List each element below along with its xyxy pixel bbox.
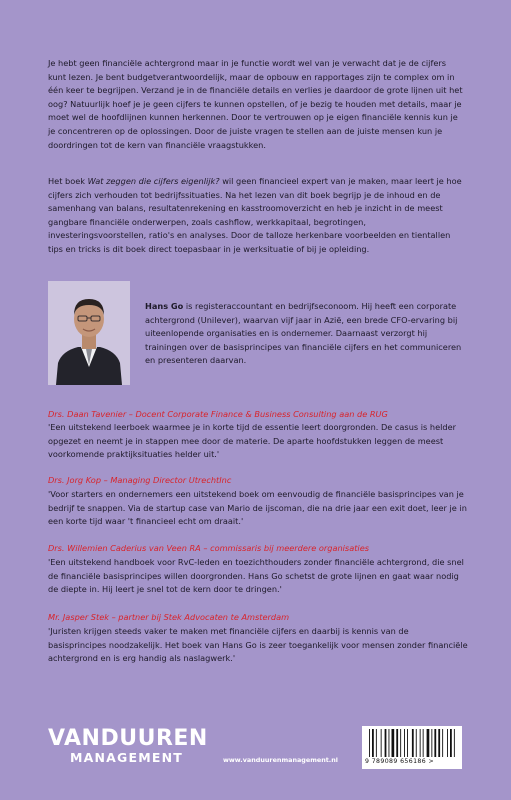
barcode-bar: [392, 729, 395, 757]
isbn-number: 9 789089 656186 >: [365, 758, 435, 765]
barcode-bar: [420, 729, 421, 757]
barcode-bar: [431, 729, 432, 757]
barcode-bar: [412, 729, 414, 757]
barcode-bar: [396, 729, 398, 757]
barcode-bar: [407, 729, 408, 757]
barcode-bar: [369, 729, 370, 757]
quote-text: 'Juristen krijgen steeds vaker te maken met financiële cijfers en daarbij is kennis van de basisprincipes noodzakelijk. Het boek van Hans Go is zeer toegankelijk voor mensen zonder financiële achtergrond en is erg handig als naslagwerk.': [48, 626, 468, 664]
barcode-bar: [454, 729, 455, 757]
barcode-bar: [400, 729, 401, 757]
barcode-bar: [389, 729, 390, 757]
barcode-bar: [416, 729, 417, 757]
description-rest: wil geen financieel expert van je maken, maar leert je hoe cijfers zich verhouden tot bedrijfssituaties. Na het lezen van dit boek begrijp je de inhoud en de samenhang van balans, resultatenrekening en kasstroomoverzicht en heb je inzicht in de meest gangbare financiële onderwerpen, zoals cashflow, werkkapitaal, begrotingen, investeringsvoorstellen, ratio's en analyses. Door de talloze herkenbare voorbeelden en tientallen tips en tricks is dit boek direct toepasbaar in je werksituatie of bij je opleiding.: [48, 176, 462, 254]
description-prefix: Het boek: [48, 176, 88, 186]
barcode-bar: [381, 729, 382, 757]
barcode-bar: [423, 729, 424, 757]
quote-author: Mr. Jasper Stek – partner bij Stek Advocaten te Amsterdam: [48, 612, 290, 622]
author-name: Hans Go: [145, 301, 184, 311]
barcode-bars-icon: [367, 729, 457, 757]
book-title-inline: Wat zeggen die cijfers eigenlijk?: [87, 176, 220, 186]
publisher-logo: [48, 727, 208, 771]
barcode-bar: [427, 729, 430, 757]
quote-author: Drs. Willemien Caderius van Veen RA – commissaris bij meerdere organisaties: [48, 543, 369, 553]
barcode-bar: [450, 729, 452, 757]
barcode-bar: [404, 729, 405, 757]
barcode-bar: [447, 729, 448, 757]
publisher-logo-top: VANDUUREN: [48, 726, 208, 751]
quote-author: Drs. Jorg Kop – Managing Director UtrechtInc: [48, 475, 232, 485]
author-portrait-illustration: [48, 281, 130, 385]
barcode-bar: [372, 729, 374, 757]
isbn-barcode: [362, 726, 462, 769]
quote-text: 'Voor starters en ondernemers een uitstekend boek om eenvoudig de financiële basisprincipes van je bedrijf te snappen. Via de startup case van Mario de ijscoman, die na drie jaar een exit doet, leer je in een korte tijd waar 't financieel echt om draait.': [48, 489, 467, 527]
barcode-bar: [442, 729, 443, 757]
intro-paragraph: Je hebt geen financiële achtergrond maar in je functie wordt wel van je verwacht dat je de cijfers kunt lezen. Je bent budgetverantwoordelijk, maar de opbouw en rapportages zijn te complex om in één keer te begrijpen. Verzand je in de financiële details en verlies je daardoor de grote lijnen uit het oog? Natuurlijk hoef je je geen cijfers te kunnen opstellen, of je bezig te houden met details, maar je moet wel de hoofdlijnen kunnen herkennen. Door te vertrouwen op je eigen financiële kennis kun je je concentreren op de oplossingen. Door de juiste vragen te stellen aan de juiste mensen kun je doordringen tot de kern van financiële vraagstukken.: [48, 58, 463, 150]
barcode-bar: [385, 729, 387, 757]
publisher-logo-bottom: MANAGEMENT: [70, 750, 184, 765]
quote-text: 'Een uitstekend leerboek waarmee je in korte tijd de essentie leert doorgronden. De casus is helder opgezet en neemt je in stappen mee door de materie. De aparte hoofdstukken leggen de meest voorkomende praktijksituaties helder uit.': [48, 422, 457, 460]
publisher-website: www.vanduurenmanagement.nl: [223, 756, 338, 764]
quote-text: 'Een uitstekend handboek voor RvC-leden en toezichthouders zonder financiële achtergrond, die snel de financiële basisprincipes willen doorgronden. Hans Go schetst de grote lijnen en gaat waar nodig de diepte in. Hij leert je snel tot de kern door te dringen.': [48, 557, 464, 595]
author-bio-text: is registeraccountant en bedrijfseconoom. Hij heeft een corporate achtergrond (Unilever), waarvan vijf jaar in Azië, een brede CFO-ervaring bij uiteenlopende organisaties en is ondernemer. Daarnaast verzorgt hij trainingen over de basisprincipes van financiële cijfers en het communiceren en presenteren daarvan.: [145, 301, 462, 366]
barcode-bar: [434, 729, 436, 757]
barcode-bar: [376, 729, 377, 757]
barcode-bar: [438, 729, 440, 757]
author-photo: [48, 281, 130, 385]
author-bio: [145, 300, 467, 368]
quote-author: Drs. Daan Tavenier – Docent Corporate Finance & Business Consulting aan de RUG: [48, 409, 388, 419]
book-description-paragraph: [48, 175, 466, 257]
